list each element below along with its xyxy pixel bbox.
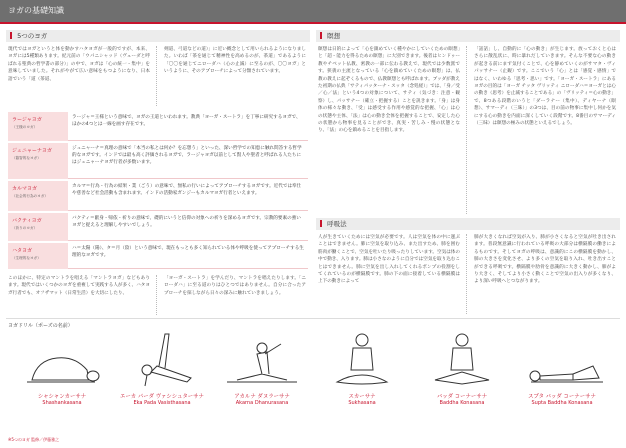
pose-name-en: Akarna Dhanurasana	[235, 400, 289, 406]
yoga-row	[8, 213, 308, 241]
yoga-type-desc: カルマ＝行為・行為の結果・業（ごう）の意味で、無私の行いによってアプローチするヨガです。近代では奉仕や慈善など社会活動も含まれます。インドの活動家ガンジーもカルマヨガ行者といえます。	[68, 181, 308, 211]
yoga-type-sub: （祈りのヨガ）	[12, 226, 38, 230]
yoga-type-name: カルマヨガ	[12, 186, 38, 192]
yoga-type-name: ラージャヨガ	[12, 117, 42, 123]
yoga-type-desc: ラージャ＝王様という意味で、ヨガの王道といわれます。教典「ヨーガ・スートラ」を丁寧に研究するヨガで、ほかの4つとは一線を画す存在です。	[68, 112, 308, 141]
yoga-type-label	[8, 243, 68, 269]
column-divider	[156, 46, 157, 106]
column-divider	[156, 275, 157, 315]
pose-card	[212, 330, 312, 426]
pose-name-jp: スプタ バッダ コーナーサナ	[528, 394, 596, 400]
yoga-type-label	[8, 181, 68, 211]
pose-name-jp: シャシャンカーサナ	[37, 394, 87, 400]
five-yoga-outro-col1: このほかに、特定のマントラを唱える「マントラヨガ」などもあります。現代ではいくつかのヨガを重複して実践する人が多く、ハタヨガ行者でも、オフザマット（日常生活）を大切にしたり、	[8, 276, 150, 296]
column-divider	[466, 46, 467, 214]
pose-illustration	[517, 330, 607, 390]
yoga-type-sub: （叡智的なヨガ）	[12, 156, 41, 160]
yoga-type-desc: ジュニャーナ＝真理の意味で「本当の私とは何か？を忘想う」といった、深い哲学での知恵に触れ問答する哲学的なヨガです。インドでは最も高く評価されるヨガで、ラージャヨガ以前として賢人や聖者と呼ばれる人たちにはジュニャーナヨガ行者が多数います。	[68, 143, 308, 179]
pose-name-en: Supta Baddha Konasana	[531, 400, 593, 406]
pose-name-en: Shashankasana	[42, 400, 82, 406]
pose-name-en: Eka Pada Vasisthasana	[133, 400, 191, 406]
pose-card	[312, 330, 412, 426]
pose-name-en: Sukhasana	[348, 400, 376, 406]
column-divider	[466, 234, 467, 314]
drill-title: ヨガドリル（ポーズの名前）	[8, 323, 73, 329]
pose-illustration	[17, 330, 107, 390]
pose-illustration	[117, 330, 207, 390]
yoga-type-sub: （生理的なヨガ）	[12, 256, 41, 260]
yoga-type-name: バクティヨガ	[12, 218, 42, 224]
meiso-col2: 「話話」し、自動的に「心の動き」が生じます。放っておくと心はさらに散乱状に、時に暴れだしていきます。そんな不要な心の動きが起きる前にまず気付くことで、心を静めていくのがサマタ・ヴィパッサナー（止観）です。ここでいう「心」とは「感覚・感情」ではなく、いわゆる「思考・思い」です。「ヨーガ・スートラ」にあるヨガの目的は「ヨーガ チッタ ヴリッティ ニローダハ＝ヨーガとは心の動き（思考）を止滅することである」の「ヴリッティ＝心の動き」で、8つある段階のいうと「ダーラナー（集中）、ディヤーナ（瞑想）、サマーディ（三昧）」の3つは、目の前の物事に集中し何かを気にする心の動きを内面に深くしていく段階です。8番目のサマーディ（三昧）は瞑想の極みの状態といえるでしょう。	[474, 47, 616, 127]
footer-credit: ※5つのヨガ 監修／伊藤雅之	[8, 437, 60, 442]
yoga-type-desc: バクティ＝献身・帰依・祈りの意味で、礎的にいうと信仰の対象への祈りを深めるヨガです。宗教的要素の強いヨガと捉えると理解しやすいでしょう。	[68, 213, 308, 241]
yoga-row	[8, 181, 308, 211]
page-header	[0, 0, 626, 22]
section-title: 5つのヨガ	[17, 32, 48, 40]
yoga-type-label	[8, 112, 68, 141]
pose-illustration	[317, 330, 407, 390]
yoga-row	[8, 243, 308, 269]
section-title: 呼吸法	[327, 220, 347, 228]
kokyuho-col1: 人が生きていくためには空気が必要です。人は空気を体の中に運ぶことはできません。肺に空気を取り込み、また出すため、肺を囲む筋肉が働くことで、空気を吐いたり吸ったりしています。空気は体の中で動き、入ります。肺は小さなのように自分では空気を取り込むことはできません。肺に空気を出し入れしてくれるポンプの役割をしてくれているのが横隔膜です。肺の下の面に接着している横隔膜は上下の動きによって	[318, 235, 460, 285]
section-title: 瞑想	[327, 32, 341, 40]
pose-card	[412, 330, 512, 426]
yoga-row	[8, 112, 308, 141]
yoga-row	[8, 143, 308, 179]
section-five-yoga	[6, 30, 310, 42]
page-title: ヨガの基礎知識	[8, 6, 64, 15]
five-yoga-outro-col2: 「ヨーガ・スートラ」を学んだり、マントラを唱えたりします。「ニローダハ」に至る道のりはひとつではありません。自分に合ったアプローチを探しながら日々の深みに触れていきましょう。	[164, 276, 306, 296]
pose-name-jp: スカーサナ	[348, 394, 376, 400]
pose-name-jp: アカルナ ダヌラーサナ	[234, 394, 290, 400]
yoga-type-desc: ハ＝太陽（陽）、タ＝月（陰）という意味で、現在もっとも多く知られている体や呼吸を使ってアプローチする生理的なヨガです。	[68, 243, 308, 269]
yoga-type-label	[8, 143, 68, 179]
pose-illustration	[217, 330, 307, 390]
pose-card	[112, 330, 212, 426]
yoga-type-sub: （王様のヨガ）	[12, 125, 38, 129]
pose-name-en: Baddha Konasana	[439, 400, 485, 406]
pose-name-jp: エーカ パーダ ヴァシシュターサナ	[120, 394, 204, 400]
pose-name-jp: バッダ コーナーサナ	[436, 394, 488, 400]
kokyuho-col2: 肺が大きくなれば空気が入り、肺が小さくなると空気が吐き出されます。普段無意識に行われている呼吸の大部分は横隔膜の働きによるものです。そしてヨガの呼吸は、意識的にこの横隔膜を動かし、肺の大きさを変化させ、より多くの空気を取り入れ、吐き出すことができる呼吸です。横隔膜や肋骨を意識的に大きく動かし、肺がより大きく、そしてより小さく動くことで空気の出入りが多くなり、より深い呼吸へとつながります。	[474, 235, 616, 285]
pose-card	[12, 330, 112, 426]
pose-card	[512, 330, 612, 426]
yoga-type-sub: （社会的行為のヨガ）	[12, 194, 48, 198]
section-kokyuho	[316, 218, 620, 230]
section-meiso	[316, 30, 620, 42]
pose-illustration	[417, 330, 507, 390]
yoga-type-name: ジュニャーナヨガ	[12, 148, 52, 154]
header-accent-bar	[0, 22, 626, 24]
yoga-type-name: ハタヨガ	[12, 248, 33, 254]
yoga-type-label	[8, 213, 68, 241]
five-yoga-intro-col2: 剣道、弓道などの道）」に近い概念として用いられるようになりました。いわば「茶を通じて精神性を高めるのが、茶道」であるように「〇〇を通じてニローダハ（心の止滅）に至るのが、〇〇ヨガ」というように、そのアプローチによって分類されています。	[164, 47, 306, 75]
five-yoga-intro-col1: 現代ではヨガというと体を動かすハタヨガが一般的ですが、本来、ヨガには5種類あります。紀元前の「ウパニシャッド（ヴェーダと呼ばれる聖典の哲学書の部分）」の中で、ヨガは「心の統一・集中」を意味していました。それがやがて広い意味をもつようになり、日本語でいう「道（茶道、	[8, 47, 150, 82]
meiso-col1: 瞑想は日的によって「心を鎮めていく種やかにしていくための瞑想」と「超・能力を得るための瞑想」に大別できます。後者はヒンドゥー教やチベット仏教、密教の一部に伝わる教えで、現代では少数派です。狭義の主流となっている「心を鎮めていくための瞑想」は、仏教の教えに起ぞくるもので、仏教瞑想とも呼ばれます。ブッダが教えた初期の仏典「サティパッターナ・スッタ（念処経）」では、「身／受／心／法」という4つの対象について、サティ（気づき：注意・観察）し、パッサナー（確立・把握する）ことを説きます。「身」は身体の様々な動き、「受」は感受する作用や感覚的な把握、「心」は心の状態や主体、「法」は心の動き全体を把握することで、安定した心の状態から物事を見ることができ、真実・苦しみ・慢の状態となり、「法」の心を鎮めることを目指します。	[318, 47, 460, 134]
